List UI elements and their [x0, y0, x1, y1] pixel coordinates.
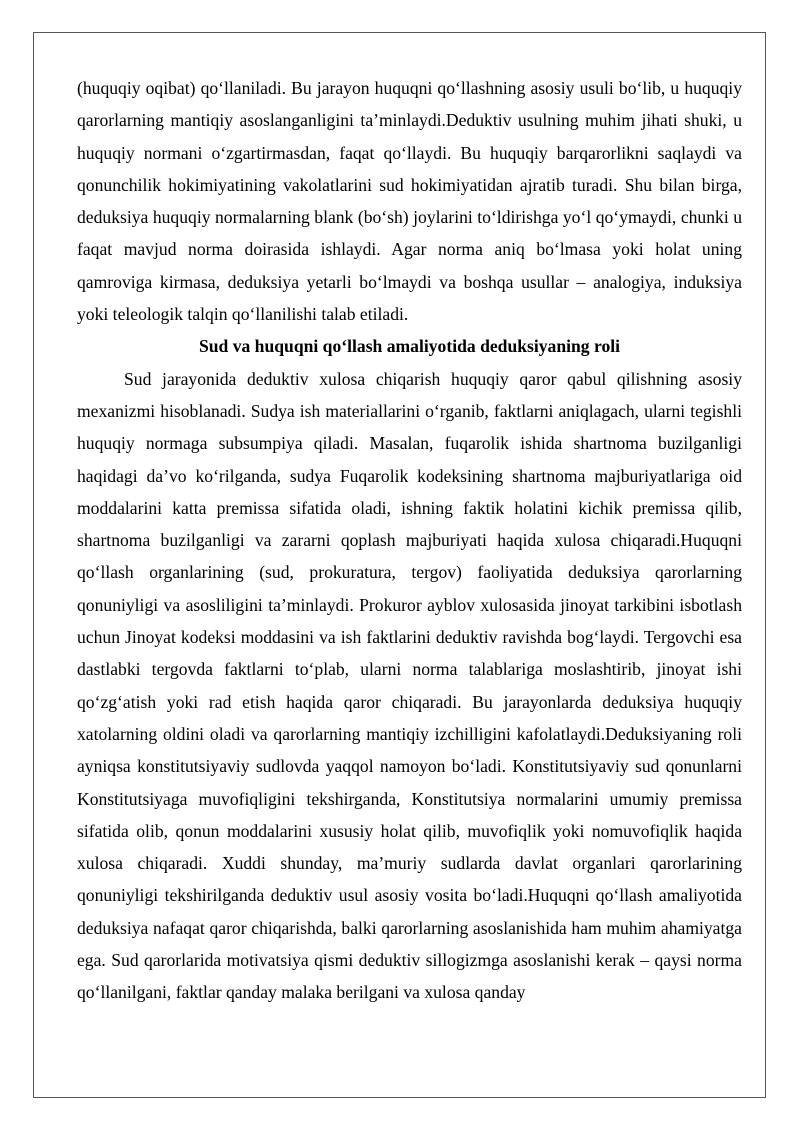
body-paragraph: Sud jarayonida deduktiv xulosa chiqarish huquqiy qaror qabul qilishning asosiy mexanizmi hisoblanadi. Sudya ish materiallarini o‘rganib, faktlarni aniqlagach, ularni tegishli huquqiy normaga subsumpiya qiladi. Masalan, fuqarolik ishida shartnoma buzilganligi haqidagi da’vo ko‘rilganda, sudya Fuqarolik kodeksining shartnoma majburiyatlariga oid moddalarini katta premissa sifatida oladi, ishning faktik holatini kichik premissa qilib, shartnoma buzilganligi va zararni qoplash majburiyati haqida xulosa chiqaradi.Huquqni qo‘llash organlarining (sud, prokuratura, tergov) faoliyatida deduksiya qarorlarning qonuniyligi va asosliligini ta’minlaydi. Prokuror ayblov xulosasida jinoyat tarkibini isbotlash uchun Jinoyat kodeksi moddasini va ish faktlarini deduktiv ravishda bog‘laydi. Tergovchi esa dastlabki tergovda faktlarni to‘plab, ularni norma talablariga moslashtirib, jinoyat ishi qo‘zg‘atish yoki rad etish haqida qaror chiqaradi. Bu jarayonlarda deduksiya huquqiy xatolarning oldini oladi va qarorlarning mantiqiy izchilligini kafolatlaydi.Deduksiyaning roli ayniqsa konstitutsiyaviy sudlovda yaqqol namoyon bo‘ladi. Konstitutsiyaviy sud qonunlarni Konstitutsiyaga muvofiqligini tekshirganda, Konstitutsiya normalarini umumiy premissa sifatida olib, qonun moddalarini xususiy holat qilib, muvofiqlik yoki nomuvofiqlik haqida xulosa chiqaradi. Xuddi shunday, ma’muriy sudlarda davlat organlari qarorlarining qonuniyligi tekshirilganda deduktiv usul asosiy vosita bo‘ladi.Huquqni qo‘llash amaliyotida deduksiya nafaqat qaror chiqarishda, balki qarorlarning asoslanishida ham muhim ahamiyatga ega. Sud qarorlarida motivatsiya qismi deduktiv sillogizmga asoslanishi kerak – qaysi norma qo‘llanilgani, faktlar qanday malaka berilgani va xulosa qanday — [77, 368, 742, 1003]
body-paragraph: (huquqiy oqibat) qo‘llaniladi. Bu jarayon huquqni qo‘llashning asosiy usuli bo‘lib, u huquqiy qarorlarning mantiqiy asoslanganligini ta’minlaydi.Deduktiv usulning muhim jihati shuki, u huquqiy normani o‘zgartirmasdan, faqat qo‘llaydi. Bu huquqiy barqarorlikni saqlaydi va qonunchilik hokimiyatining vakolatlarini sud hokimiyatidan ajratib turadi. Shu bilan birga, deduksiya huquqiy normalarning blank (bo‘sh) joylarini to‘ldirishga yo‘l qo‘ymaydi, chunki u faqat mavjud norma doirasida ishlaydi. Agar norma aniq bo‘lmasa yoki holat uning qamroviga kirmasa, deduksiya yetarli bo‘lmaydi va boshqa usullar – analogiya, induksiya yoki teleologik talqin qo‘llanilishi talab etiladi. — [77, 78, 742, 325]
document-body — [77, 72, 742, 1009]
section-heading: Sud va huquqni qo‘llash amaliyotida deduksiyaning roli — [198, 336, 621, 357]
